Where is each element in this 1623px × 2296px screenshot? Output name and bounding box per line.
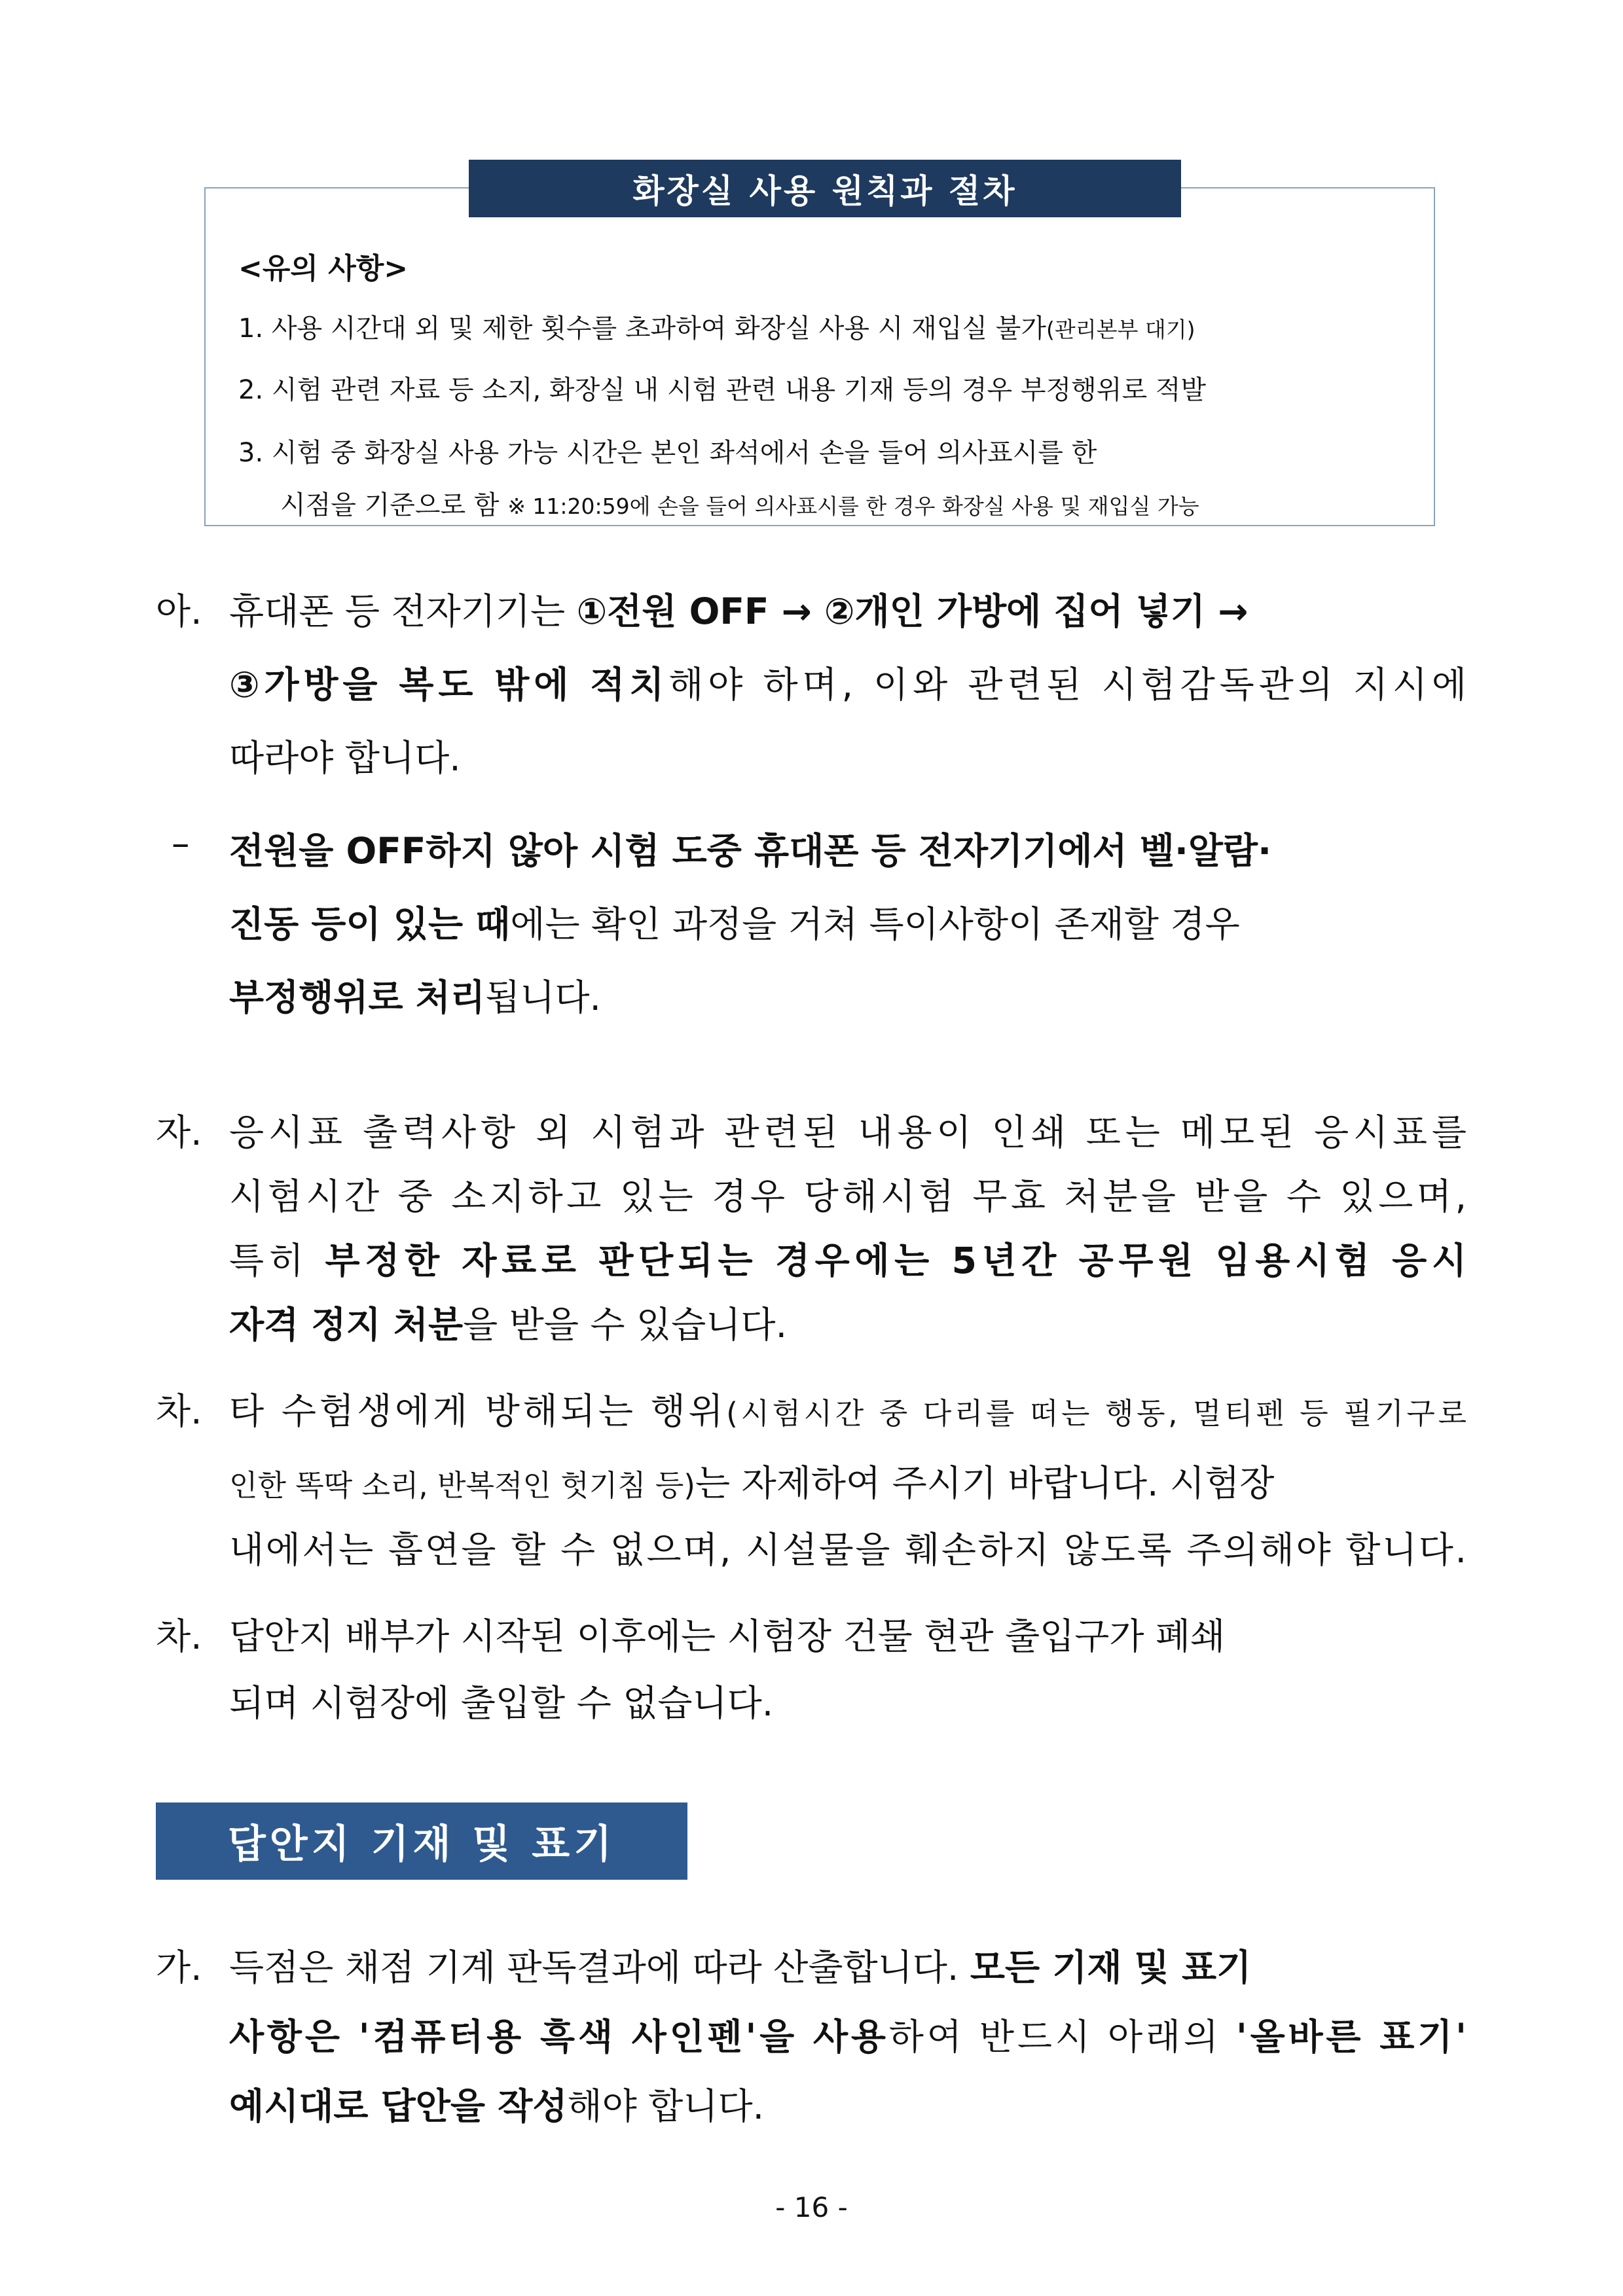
section-ga-line-3	[229, 2077, 764, 2129]
section-ga-line-1-bold: 모든 기재 및 표기	[970, 1946, 1252, 1988]
section-a-dash: –	[172, 822, 190, 864]
notice-box	[204, 187, 1435, 526]
section-cha2-line-2: 되며 시험장에 출입할 수 없습니다.	[229, 1682, 774, 1724]
section-a-sub-line-1-bold: 전원을 OFF하지 않아 시험 도중 휴대폰 등 전자기기에서 벨·알람·	[229, 830, 1271, 872]
section-ja-line-3-text: 특히	[229, 1240, 325, 1282]
section-a-line-1-text: 휴대폰 등 전자기기는	[229, 590, 577, 632]
section-ja-line-4-text: 을 받을 수 있습니다.	[463, 1304, 788, 1346]
section-a-sub-line-2-text: 에는 확인 과정을 거쳐 특이사항이 존재할 경우	[510, 903, 1240, 945]
section-cha1-marker: 차.	[156, 1390, 202, 1432]
notice-item-2: 2. 시험 관련 자료 등 소지, 화장실 내 시험 관련 내용 기재 등의 경우 부정행위로 적발	[238, 375, 1207, 405]
section-ja-line-4	[229, 1296, 787, 1348]
section-a-line-1	[229, 583, 1248, 634]
section-cha2-marker: 차.	[156, 1615, 202, 1657]
section-a-line-2-text: 해야 하며, 이와 관련된 시험감독관의 지시에	[668, 664, 1471, 706]
section-a-line-2	[229, 656, 1471, 708]
notice-item-1-text: 1. 사용 시간대 외 및 제한 횟수를 초과하여 화장실 사용 시 재입실 불가	[238, 314, 1047, 344]
section-cha1-line-1-text: 타 수험생에게 방해되는 행위	[229, 1390, 727, 1432]
section-cha1-line-1	[229, 1382, 1470, 1434]
notice-box-title: 화장실 사용 원칙과 절차	[469, 160, 1181, 217]
notice-item-1-note: (관리본부 대기)	[1046, 317, 1195, 342]
section-a-sub-line-3-text: 됩니다.	[485, 977, 601, 1018]
section-header-answer-sheet: 답안지 기재 및 표기	[156, 1803, 687, 1880]
section-a-sub-line-3-bold: 부정행위로 처리	[229, 977, 486, 1018]
section-ga-line-3-bold: 예시대로 답안을 작성	[229, 2085, 568, 2127]
section-ja-marker: 자.	[156, 1111, 202, 1153]
section-a-sub-line-3	[229, 969, 601, 1020]
section-cha1-line-3: 내에서는 흡연을 할 수 없으며, 시설물을 훼손하지 않도록 주의해야 합니다.	[229, 1529, 1468, 1571]
section-cha1-line-2-text: 는 자제하여 주시기 바랍니다. 시험장	[695, 1462, 1275, 1504]
section-ja-line-3	[229, 1232, 1472, 1283]
section-cha1-line-2-note: 인한 똑딱 소리, 반복적인 헛기침 등)	[229, 1468, 695, 1503]
section-ga-marker: 가.	[156, 1946, 202, 1988]
section-a-sub-line-2	[229, 895, 1240, 947]
section-ja-line-4-bold: 자격 정지 처분	[229, 1304, 464, 1346]
section-cha2-line-1: 답안지 배부가 시작된 이후에는 시험장 건물 현관 출입구가 폐쇄	[229, 1615, 1226, 1657]
notice-item-3-cont	[280, 484, 1199, 522]
section-ga-line-2-bold-b: '올바른 표기'	[1235, 2016, 1470, 2058]
section-ga-line-2	[229, 2008, 1470, 2060]
section-a-sub-line-2-bold: 진동 등이 있는 때	[229, 903, 511, 945]
section-ga-line-1-text: 득점은 채점 기계 판독결과에 따라 산출합니다.	[229, 1946, 970, 1988]
section-a-sub-line-1	[229, 822, 1271, 874]
section-ga-line-1	[229, 1939, 1251, 1990]
section-a-line-1-bold: ①전원 OFF → ②개인 가방에 집어 넣기 →	[576, 590, 1249, 632]
section-a-line-3: 따라야 합니다.	[229, 737, 461, 779]
section-cha1-line-2	[229, 1454, 1274, 1506]
notice-item-3-note: ※ 11:20:59에 손을 들어 의사표시를 한 경우 화장실 사용 및 재입실 가능	[507, 493, 1199, 519]
notice-box-subtitle: <유의 사항>	[238, 252, 409, 285]
section-a-line-2-bold: ③가방을 복도 밖에 적치	[229, 664, 669, 706]
page-number: - 16 -	[775, 2191, 848, 2223]
section-cha1-line-1-note: (시험시간 중 다리를 떠는 행동, 멀티펜 등 필기구로	[726, 1396, 1470, 1431]
notice-item-3-cont-text: 시점을 기준으로 함	[280, 490, 500, 520]
section-ga-line-2-bold-a: 사항은 '컴퓨터용 흑색 사인펜'을 사용	[229, 2016, 889, 2058]
section-ja-line-3-bold: 부정한 자료로 판단되는 경우에는 5년간 공무원 임용시험 응시	[325, 1240, 1472, 1282]
section-ja-line-2: 시험시간 중 소지하고 있는 경우 당해시험 무효 처분을 받을 수 있으며,	[229, 1175, 1470, 1217]
section-ga-line-2-text: 하여 반드시 아래의	[888, 2016, 1236, 2058]
section-a-marker: 아.	[156, 590, 202, 632]
section-ja-line-1: 응시표 출력사항 외 시험과 관련된 내용이 인쇄 또는 메모된 응시표를	[229, 1111, 1471, 1153]
notice-item-1	[238, 308, 1195, 345]
notice-item-3: 3. 시험 중 화장실 사용 가능 시간은 본인 좌석에서 손을 들어 의사표시를 한	[238, 438, 1097, 468]
section-ga-line-3-text: 해야 합니다.	[567, 2085, 765, 2127]
